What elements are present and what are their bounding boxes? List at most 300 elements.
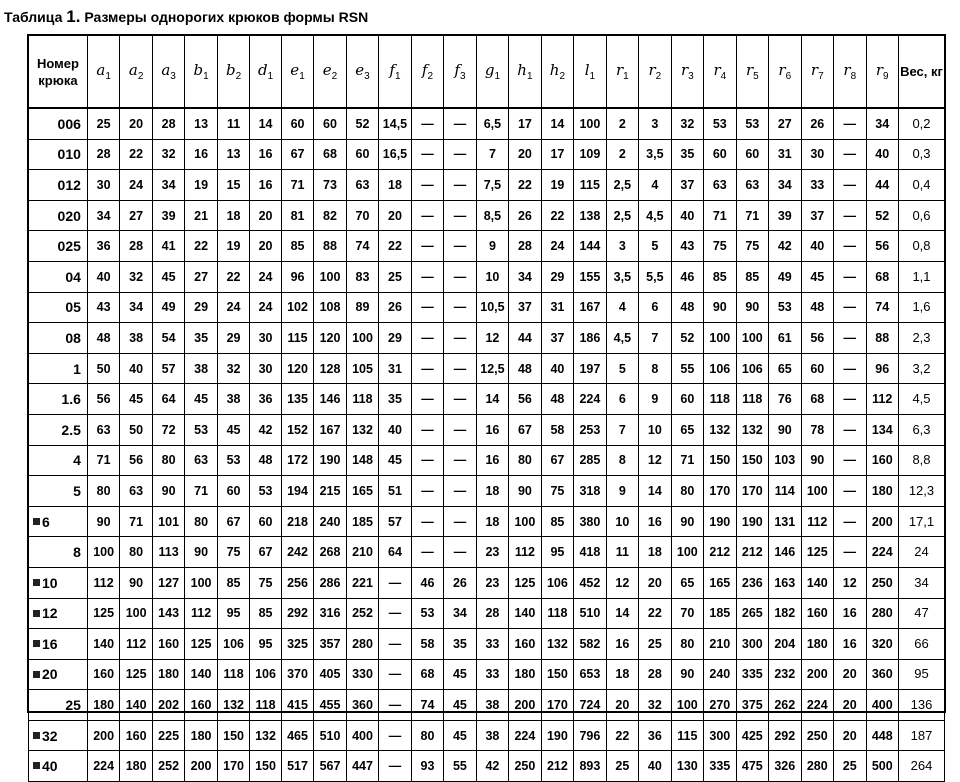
- value-cell: 170: [704, 476, 736, 507]
- value-cell: 447: [346, 751, 378, 782]
- value-cell: 286: [314, 567, 346, 598]
- value-cell: 71: [736, 200, 768, 231]
- value-cell: 292: [769, 720, 801, 751]
- value-cell: —: [444, 506, 476, 537]
- value-cell: —: [834, 139, 866, 170]
- value-cell: 16: [250, 170, 281, 201]
- value-cell: 204: [769, 629, 801, 660]
- value-cell: 25: [379, 261, 411, 292]
- value-cell: 33: [801, 170, 833, 201]
- value-cell: 140: [185, 659, 217, 690]
- value-cell: 252: [152, 751, 184, 782]
- value-cell: 90: [671, 506, 703, 537]
- value-cell: 285: [574, 445, 606, 476]
- value-cell: 74: [346, 231, 378, 262]
- caption-title: Размеры однорогих крюков формы RSN: [84, 9, 369, 25]
- value-cell: 29: [217, 323, 249, 354]
- value-cell: 56: [87, 384, 119, 415]
- value-cell: 20: [250, 231, 281, 262]
- value-cell: 35: [444, 629, 476, 660]
- value-cell: 380: [574, 506, 606, 537]
- value-cell: 100: [87, 537, 119, 568]
- header-r1: $r_1$: [606, 36, 638, 109]
- value-cell: 101: [152, 506, 184, 537]
- value-cell: 9: [639, 384, 671, 415]
- value-cell: —: [444, 476, 476, 507]
- value-cell: —: [379, 720, 411, 751]
- value-cell: 240: [314, 506, 346, 537]
- header-r6: $r_6$: [769, 36, 801, 109]
- value-cell: 160: [185, 690, 217, 721]
- value-cell: 65: [769, 353, 801, 384]
- value-cell: 113: [152, 537, 184, 568]
- value-cell: 224: [509, 720, 541, 751]
- header-r2: $r_2$: [639, 36, 671, 109]
- value-cell: 280: [346, 629, 378, 660]
- value-cell: —: [444, 445, 476, 476]
- value-cell: —: [379, 659, 411, 690]
- value-cell: 20: [250, 200, 281, 231]
- weight-cell: 95: [898, 659, 944, 690]
- value-cell: 112: [120, 629, 152, 660]
- value-cell: 194: [281, 476, 313, 507]
- hook-number-cell: 04: [29, 261, 88, 292]
- value-cell: 75: [250, 567, 281, 598]
- value-cell: 100: [574, 108, 606, 139]
- value-cell: 250: [866, 567, 898, 598]
- header-f3: $f_3$: [444, 36, 476, 109]
- value-cell: 16: [639, 506, 671, 537]
- value-cell: 26: [444, 567, 476, 598]
- value-cell: 33: [476, 629, 508, 660]
- value-cell: 24: [541, 231, 573, 262]
- value-cell: 115: [281, 323, 313, 354]
- hook-number-cell: 2.5: [29, 414, 88, 445]
- value-cell: 21: [185, 200, 217, 231]
- value-cell: 200: [866, 506, 898, 537]
- value-cell: 96: [281, 261, 313, 292]
- value-cell: 500: [866, 751, 898, 782]
- square-marker-icon: [33, 762, 40, 769]
- value-cell: 24: [217, 292, 249, 323]
- value-cell: 57: [152, 353, 184, 384]
- value-cell: 10: [476, 261, 508, 292]
- value-cell: 96: [866, 353, 898, 384]
- value-cell: 90: [509, 476, 541, 507]
- value-cell: 49: [152, 292, 184, 323]
- value-cell: 31: [541, 292, 573, 323]
- value-cell: 80: [152, 445, 184, 476]
- value-cell: 160: [801, 598, 833, 629]
- value-cell: 80: [120, 537, 152, 568]
- value-cell: 20: [834, 659, 866, 690]
- value-cell: 60: [314, 108, 346, 139]
- value-cell: 118: [704, 384, 736, 415]
- value-cell: 18: [606, 659, 638, 690]
- value-cell: —: [834, 476, 866, 507]
- value-cell: 30: [250, 353, 281, 384]
- value-cell: —: [379, 751, 411, 782]
- value-cell: 35: [671, 139, 703, 170]
- value-cell: 125: [185, 629, 217, 660]
- value-cell: —: [834, 353, 866, 384]
- value-cell: 140: [120, 690, 152, 721]
- value-cell: 88: [314, 231, 346, 262]
- table-row: [29, 353, 945, 384]
- value-cell: 71: [704, 200, 736, 231]
- table-row: [29, 659, 945, 690]
- value-cell: —: [444, 200, 476, 231]
- weight-cell: 1,6: [898, 292, 944, 323]
- table-row: [29, 751, 945, 782]
- value-cell: 90: [120, 567, 152, 598]
- value-cell: 37: [671, 170, 703, 201]
- value-cell: 74: [411, 690, 443, 721]
- value-cell: 8: [606, 445, 638, 476]
- value-cell: 34: [866, 108, 898, 139]
- value-cell: 11: [606, 537, 638, 568]
- value-cell: 148: [346, 445, 378, 476]
- value-cell: 26: [509, 200, 541, 231]
- header-e2: $e_2$: [314, 36, 346, 109]
- header-g1: $g_1$: [476, 36, 508, 109]
- value-cell: —: [834, 170, 866, 201]
- value-cell: 2: [606, 139, 638, 170]
- hook-number-cell: 8: [29, 537, 88, 568]
- value-cell: 106: [250, 659, 281, 690]
- value-cell: 20: [120, 108, 152, 139]
- value-cell: —: [411, 200, 443, 231]
- value-cell: 236: [736, 567, 768, 598]
- caption-number: 1.: [66, 7, 81, 26]
- header-l1: $l_1$: [574, 36, 606, 109]
- value-cell: 4: [606, 292, 638, 323]
- value-cell: 202: [152, 690, 184, 721]
- square-marker-icon: [33, 640, 40, 647]
- header-a2: $a_2$: [120, 36, 152, 109]
- value-cell: 85: [250, 598, 281, 629]
- value-cell: 38: [120, 323, 152, 354]
- table-caption: [4, 4, 368, 30]
- value-cell: 55: [671, 353, 703, 384]
- value-cell: 51: [379, 476, 411, 507]
- value-cell: 75: [736, 231, 768, 262]
- value-cell: 72: [152, 414, 184, 445]
- value-cell: 25: [87, 108, 119, 139]
- square-marker-icon: [33, 671, 40, 678]
- value-cell: 13: [217, 139, 249, 170]
- header-weight: Вес, кг: [898, 36, 944, 109]
- value-cell: 83: [346, 261, 378, 292]
- value-cell: 200: [87, 720, 119, 751]
- value-cell: 130: [671, 751, 703, 782]
- value-cell: 60: [281, 108, 313, 139]
- value-cell: —: [444, 261, 476, 292]
- value-cell: 56: [866, 231, 898, 262]
- value-cell: —: [444, 108, 476, 139]
- value-cell: —: [444, 292, 476, 323]
- table-row: [29, 384, 945, 415]
- value-cell: 125: [509, 567, 541, 598]
- value-cell: 60: [346, 139, 378, 170]
- value-cell: 85: [704, 261, 736, 292]
- square-marker-icon: [33, 732, 40, 739]
- value-cell: 160: [509, 629, 541, 660]
- value-cell: 18: [476, 506, 508, 537]
- value-cell: 268: [314, 537, 346, 568]
- value-cell: 242: [281, 537, 313, 568]
- hook-number-cell: 012: [29, 170, 88, 201]
- value-cell: 253: [574, 414, 606, 445]
- value-cell: 54: [152, 323, 184, 354]
- hook-number-cell: 40: [29, 751, 88, 782]
- value-cell: 89: [346, 292, 378, 323]
- value-cell: 74: [866, 292, 898, 323]
- value-cell: 510: [314, 720, 346, 751]
- value-cell: 265: [736, 598, 768, 629]
- value-cell: 320: [866, 629, 898, 660]
- value-cell: 48: [87, 323, 119, 354]
- table-row: [29, 506, 945, 537]
- value-cell: 12,5: [476, 353, 508, 384]
- value-cell: 212: [704, 537, 736, 568]
- value-cell: 39: [152, 200, 184, 231]
- value-cell: 418: [574, 537, 606, 568]
- value-cell: 5,5: [639, 261, 671, 292]
- value-cell: 252: [346, 598, 378, 629]
- value-cell: 48: [541, 384, 573, 415]
- value-cell: 45: [217, 414, 249, 445]
- value-cell: 400: [866, 690, 898, 721]
- value-cell: 180: [87, 690, 119, 721]
- hook-number-cell: 32: [29, 720, 88, 751]
- value-cell: 465: [281, 720, 313, 751]
- weight-cell: 6,3: [898, 414, 944, 445]
- value-cell: 475: [736, 751, 768, 782]
- value-cell: 24: [250, 261, 281, 292]
- value-cell: 190: [314, 445, 346, 476]
- value-cell: 63: [346, 170, 378, 201]
- value-cell: 165: [346, 476, 378, 507]
- value-cell: 125: [120, 659, 152, 690]
- value-cell: 108: [314, 292, 346, 323]
- hook-number-cell: 10: [29, 567, 88, 598]
- hook-number-cell: 025: [29, 231, 88, 262]
- value-cell: 8,5: [476, 200, 508, 231]
- value-cell: 7: [639, 323, 671, 354]
- value-cell: 132: [217, 690, 249, 721]
- value-cell: 80: [509, 445, 541, 476]
- value-cell: 38: [185, 353, 217, 384]
- value-cell: 45: [379, 445, 411, 476]
- header-r7: $r_7$: [801, 36, 833, 109]
- value-cell: 53: [704, 108, 736, 139]
- value-cell: 18: [476, 476, 508, 507]
- value-cell: 13: [185, 108, 217, 139]
- value-cell: —: [834, 414, 866, 445]
- value-cell: 45: [444, 690, 476, 721]
- value-cell: 172: [281, 445, 313, 476]
- value-cell: 180: [152, 659, 184, 690]
- value-cell: 28: [120, 231, 152, 262]
- value-cell: 15: [217, 170, 249, 201]
- hook-number-cell: 6: [29, 506, 88, 537]
- value-cell: 6: [606, 384, 638, 415]
- value-cell: 100: [704, 323, 736, 354]
- value-cell: —: [411, 353, 443, 384]
- value-cell: —: [411, 384, 443, 415]
- value-cell: 9: [606, 476, 638, 507]
- value-cell: 27: [120, 200, 152, 231]
- value-cell: —: [834, 506, 866, 537]
- value-cell: 64: [152, 384, 184, 415]
- value-cell: 38: [476, 690, 508, 721]
- header-e3: $e_3$: [346, 36, 378, 109]
- value-cell: 270: [704, 690, 736, 721]
- value-cell: 131: [769, 506, 801, 537]
- value-cell: 38: [476, 720, 508, 751]
- value-cell: 43: [671, 231, 703, 262]
- value-cell: 163: [769, 567, 801, 598]
- value-cell: 37: [509, 292, 541, 323]
- value-cell: —: [834, 384, 866, 415]
- value-cell: 65: [671, 414, 703, 445]
- value-cell: —: [411, 261, 443, 292]
- value-cell: 567: [314, 751, 346, 782]
- value-cell: 71: [671, 445, 703, 476]
- value-cell: 12: [639, 445, 671, 476]
- value-cell: 160: [866, 445, 898, 476]
- table-row: [29, 231, 945, 262]
- value-cell: 80: [671, 476, 703, 507]
- value-cell: 425: [736, 720, 768, 751]
- hook-number-cell: 5: [29, 476, 88, 507]
- value-cell: 118: [217, 659, 249, 690]
- value-cell: 67: [250, 537, 281, 568]
- weight-cell: 2,3: [898, 323, 944, 354]
- value-cell: 53: [217, 445, 249, 476]
- weight-cell: 34: [898, 567, 944, 598]
- value-cell: 40: [671, 200, 703, 231]
- value-cell: 38: [217, 384, 249, 415]
- weight-cell: 17,1: [898, 506, 944, 537]
- value-cell: 30: [250, 323, 281, 354]
- value-cell: 53: [411, 598, 443, 629]
- table-row: [29, 323, 945, 354]
- value-cell: 55: [444, 751, 476, 782]
- value-cell: —: [411, 323, 443, 354]
- value-cell: 3,5: [606, 261, 638, 292]
- value-cell: 452: [574, 567, 606, 598]
- value-cell: —: [834, 323, 866, 354]
- value-cell: —: [379, 598, 411, 629]
- value-cell: 190: [736, 506, 768, 537]
- value-cell: 197: [574, 353, 606, 384]
- value-cell: 60: [801, 353, 833, 384]
- value-cell: 80: [185, 506, 217, 537]
- value-cell: 63: [704, 170, 736, 201]
- value-cell: 292: [281, 598, 313, 629]
- value-cell: 85: [281, 231, 313, 262]
- value-cell: 90: [152, 476, 184, 507]
- value-cell: 48: [671, 292, 703, 323]
- value-cell: —: [444, 353, 476, 384]
- value-cell: 100: [671, 690, 703, 721]
- value-cell: 280: [801, 751, 833, 782]
- value-cell: 115: [671, 720, 703, 751]
- value-cell: 34: [120, 292, 152, 323]
- table-row: [29, 720, 945, 751]
- value-cell: 132: [541, 629, 573, 660]
- value-cell: 112: [801, 506, 833, 537]
- value-cell: 67: [509, 414, 541, 445]
- value-cell: 52: [866, 200, 898, 231]
- value-cell: 35: [185, 323, 217, 354]
- value-cell: 36: [250, 384, 281, 415]
- value-cell: 118: [250, 690, 281, 721]
- value-cell: —: [834, 292, 866, 323]
- value-cell: 4,5: [639, 200, 671, 231]
- value-cell: 112: [866, 384, 898, 415]
- weight-cell: 264: [898, 751, 944, 782]
- value-cell: 170: [217, 751, 249, 782]
- value-cell: 16: [606, 629, 638, 660]
- cropped-footer-text: [58, 711, 648, 714]
- weight-cell: 0,6: [898, 200, 944, 231]
- value-cell: 105: [346, 353, 378, 384]
- value-cell: 150: [250, 751, 281, 782]
- value-cell: 19: [185, 170, 217, 201]
- weight-cell: 8,8: [898, 445, 944, 476]
- value-cell: 18: [639, 537, 671, 568]
- weight-cell: 66: [898, 629, 944, 660]
- value-cell: 200: [509, 690, 541, 721]
- value-cell: 370: [281, 659, 313, 690]
- value-cell: 2: [606, 108, 638, 139]
- value-cell: 90: [769, 414, 801, 445]
- value-cell: —: [411, 139, 443, 170]
- value-cell: 146: [769, 537, 801, 568]
- value-cell: 63: [736, 170, 768, 201]
- value-cell: 43: [87, 292, 119, 323]
- value-cell: 318: [574, 476, 606, 507]
- value-cell: 127: [152, 567, 184, 598]
- value-cell: 143: [152, 598, 184, 629]
- value-cell: 56: [801, 323, 833, 354]
- value-cell: 180: [185, 720, 217, 751]
- header-e1: $e_1$: [281, 36, 313, 109]
- value-cell: 37: [801, 200, 833, 231]
- value-cell: 29: [185, 292, 217, 323]
- value-cell: 14: [639, 476, 671, 507]
- value-cell: 95: [250, 629, 281, 660]
- value-cell: 150: [736, 445, 768, 476]
- value-cell: —: [444, 323, 476, 354]
- value-cell: 185: [346, 506, 378, 537]
- header-hook-number: Номер крюка: [29, 36, 88, 109]
- value-cell: 68: [411, 659, 443, 690]
- value-cell: 120: [314, 323, 346, 354]
- value-cell: 90: [185, 537, 217, 568]
- value-cell: 56: [509, 384, 541, 415]
- value-cell: 53: [250, 476, 281, 507]
- value-cell: —: [444, 414, 476, 445]
- value-cell: 160: [120, 720, 152, 751]
- value-cell: 48: [250, 445, 281, 476]
- value-cell: 118: [541, 598, 573, 629]
- value-cell: 40: [541, 353, 573, 384]
- value-cell: 67: [281, 139, 313, 170]
